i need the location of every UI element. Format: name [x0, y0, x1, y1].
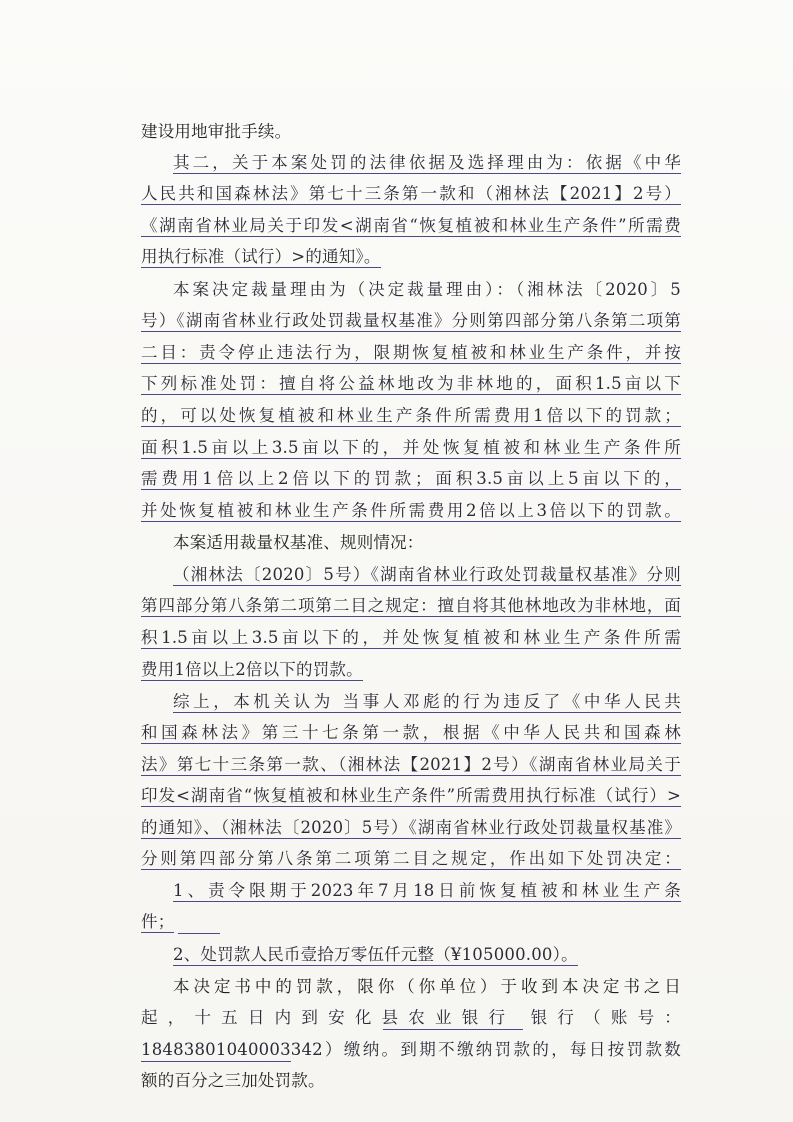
text-line: 本决定书中的罚款，限你（你单位）于收到本决定书之日	[173, 977, 681, 996]
text-line-content: 和国森林法》第三十七条第一款，根据《中华人民共和国森林	[141, 723, 681, 742]
text-line	[141, 436, 681, 460]
text-line-content: 的通知》、（湘林法〔2020〕5号）《湖南省林业行政处罚裁量权基准》	[141, 818, 681, 837]
text-line-content: 下列标准处罚：擅自将公益林地改为非林地的，面积1.5亩以下	[141, 374, 681, 393]
text-line	[173, 151, 681, 175]
text-line-content: 件；	[141, 912, 175, 931]
text-line-content: 综上，本机关认为 当事人邓彪的行为违反了《中华人民共	[173, 692, 681, 711]
text-line	[141, 245, 681, 269]
underline-stroke	[383, 1029, 523, 1030]
text-line	[173, 278, 681, 302]
text-line	[173, 563, 681, 587]
text-line	[173, 690, 681, 714]
text-line-content: 的，可以处恢复植被和林业生产条件所需费用1倍以下的罚款；	[141, 406, 681, 425]
text-line: 额的百分之三加处罚款。	[141, 1071, 325, 1090]
text-line: 起，十五日内到安化县农业银行 银行（账号：	[141, 1008, 681, 1027]
text-line	[173, 943, 681, 967]
text-line-content: 分则第四部分第八条第二项第二目之规定，作出如下处罚决定：	[141, 849, 681, 868]
text-line: 18483801040003342）缴纳。到期不缴纳罚款的，每日按罚款数	[141, 1040, 681, 1059]
text-line-content: 印发<湖南省“恢复植被和林业生产条件”所需费用执行标准（试行）>	[141, 786, 681, 805]
text-line-content: 2、处罚款人民币壹拾万零伍仟元整（¥105000.00）。	[173, 945, 578, 964]
text-line-content: 二目：责令停止违法行为，限期恢复植被和林业生产条件，并按	[141, 343, 681, 362]
text-line	[141, 594, 681, 618]
text-line	[141, 182, 681, 206]
text-line	[141, 214, 681, 238]
text-line	[141, 309, 681, 333]
text-line	[141, 847, 681, 871]
text-line: 本案适用裁量权基准、规则情况：	[173, 533, 424, 552]
text-line-content: 费用1倍以上2倍以下的罚款。	[141, 660, 363, 679]
text-line-content: 并处恢复植被和林业生产条件所需费用2倍以上3倍以下的罚款。	[141, 501, 681, 520]
text-line-content: 积1.5亩以上3.5亩以下的，并处恢复植被和林业生产条件所需	[141, 628, 681, 647]
text-line-content: 其二，关于本案处罚的法律依据及选择理由为：依据《中华	[173, 153, 681, 172]
text-line-content: 人民共和国森林法》第七十三条第一款和（湘林法【2021】2号）	[141, 184, 681, 203]
text-line	[141, 753, 681, 777]
text-line-content: 号）《湖南省林业行政处罚裁量权基准》分则第四部分第八条第二项第	[141, 311, 681, 330]
text-line-content: 法》第七十三条第一款、（湘林法【2021】2号）《湖南省林业局关于	[141, 755, 681, 774]
text-line-content: 1、责令限期于2023年7月18日前恢复植被和林业生产条	[173, 881, 681, 900]
text-line-content: （湘林法〔2020〕5号）《湖南省林业行政处罚裁量权基准》分则	[173, 565, 681, 584]
text-line	[141, 784, 681, 808]
text-line-content: 面积1.5亩以上3.5亩以下的，并处恢复植被和林业生产条件所	[141, 438, 681, 457]
text-line: 建设用地审批手续。	[141, 122, 292, 141]
underline-stroke	[178, 933, 220, 934]
text-line	[141, 658, 681, 682]
text-line-content: 《湖南省林业局关于印发<湖南省“恢复植被和林业生产条件”所需费	[141, 216, 681, 235]
text-line	[141, 372, 681, 396]
text-line	[141, 404, 681, 428]
text-line	[173, 879, 681, 903]
text-line	[141, 467, 681, 491]
text-line	[141, 341, 681, 365]
text-line	[141, 910, 681, 934]
text-line	[141, 816, 681, 840]
text-line-content: 需费用1倍以上2倍以下的罚款；面积3.5亩以上5亩以下的，	[141, 469, 681, 488]
text-line-content: 第四部分第八条第二项第二目之规定：擅自将其他林地改为非林地，面	[141, 596, 681, 615]
text-line-content: 本案决定裁量理由为（决定裁量理由）：（湘林法〔2020〕5	[173, 280, 681, 299]
underline-stroke	[141, 1061, 291, 1062]
text-line	[141, 499, 681, 523]
text-line	[141, 721, 681, 745]
text-line-content: 用执行标准（试行）>的通知》。	[141, 247, 381, 266]
text-line	[141, 626, 681, 650]
